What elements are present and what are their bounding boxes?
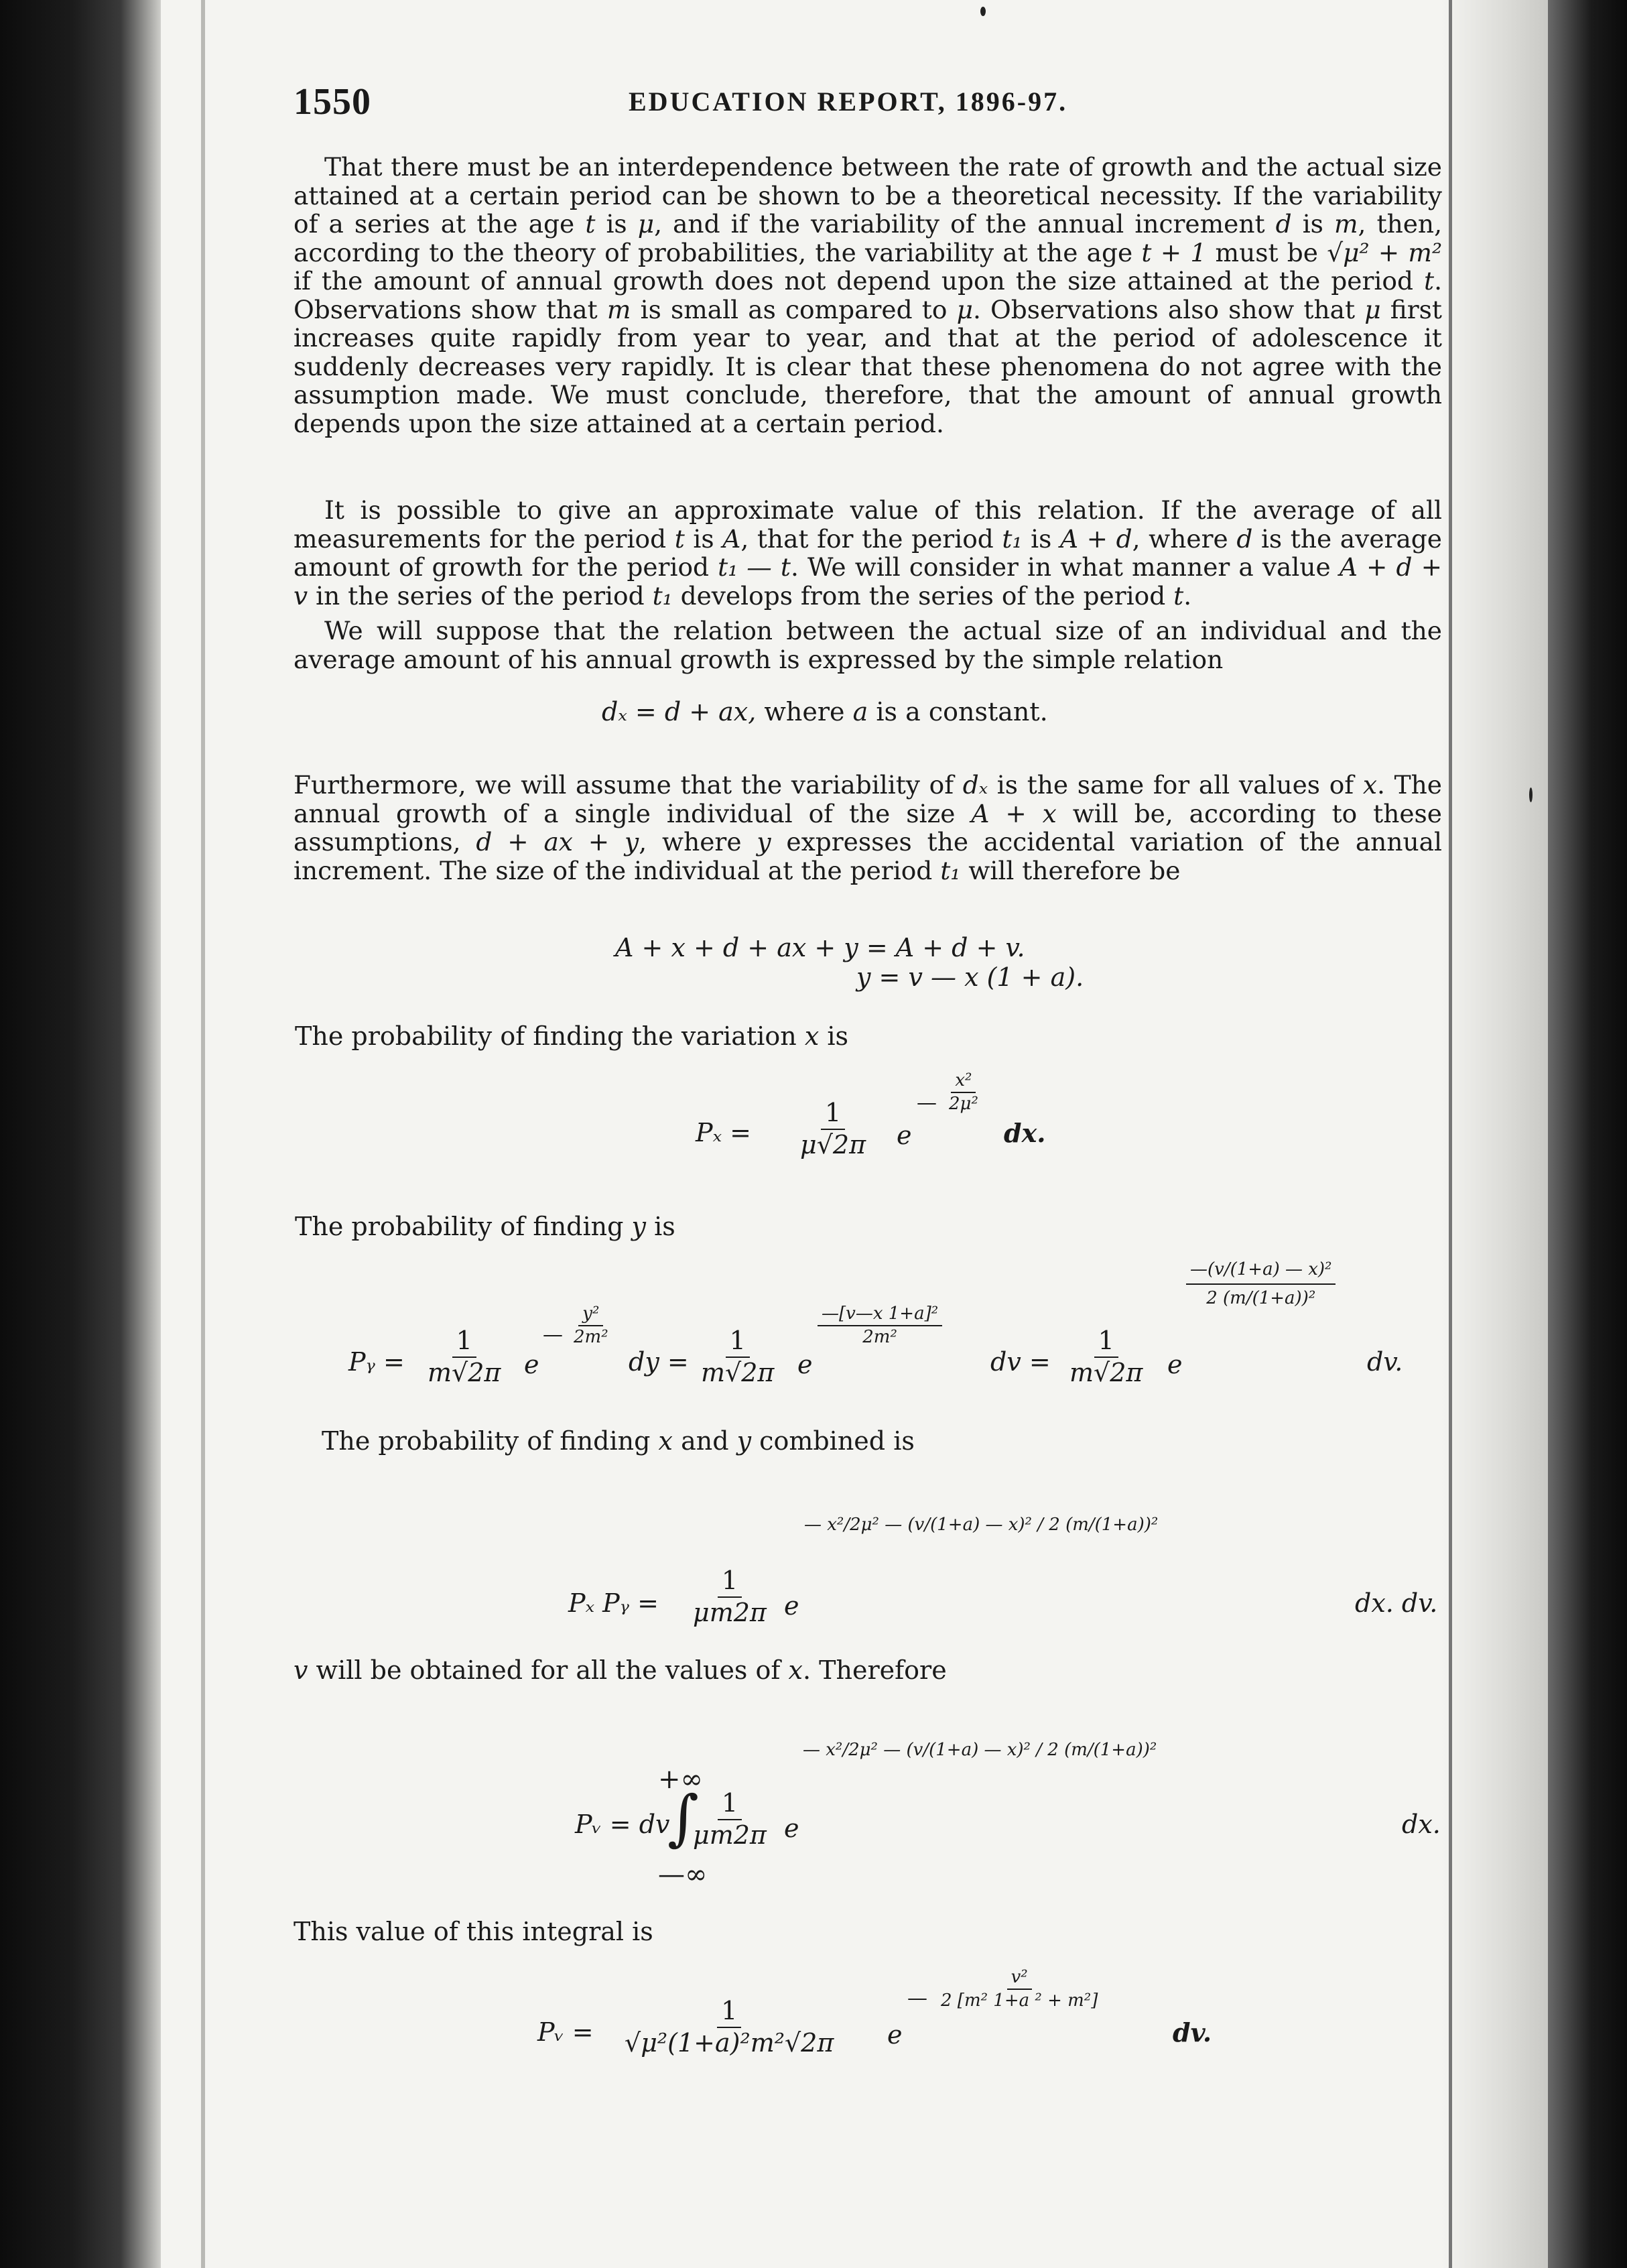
label-probability-x: The probability of finding the variation x is [295,1021,848,1051]
equation-integral-v: Pᵥ = dv +∞ ∫ —∞ $\frac{1}{\mu m2\pi}$ e — x²/2μ² — (v/(1+a) — x)² / 2 (m/(1+a))² dx. [575,1740,1441,1890]
label-v-obtained: v will be obtained for all the values of x. Therefore [294,1655,947,1685]
document-page: 1550 EDUCATION REPORT, 1896-97. That there must be an interdependence between the rate of growth and the actual size attained at a certain period can be shown to be a theoretical necessity. If the variability of a series at the age t is μ, and if the variability of the annual increment d is m, then, according to the theory of probabilities, the variability at the age t + 1 must be √μ² + m² if the amount of annual growth does not depend upon the size attained at the period t. Observations show that m is small as compared to μ. Observations also show that μ first increases quite rapidly from year to year, and that at the period of adolescence it suddenly decreases very rapidly. It is clear that these phenomena do not agree with the assumption made. We must conclude, therefore, that the amount of annual growth depends upon the size attained at a certain period. It is possible to give an approximate value of this relation. If the average of all measurements for the period t is A, that for the period t₁ is A + d, where d is the average amount of growth for the period t₁ — t. We will consider in what manner a value A + d + v in the series of the period t₁ develops from the series of the period t. We will suppose that the relation between the actual size of an individual and the average amount of his annual growth is expressed by the simple relation dₓ = d + ax, where a is a constant. Furthermore, we will assume that the variability of dₓ is the same for all values of x. The annual growth of a single individual of the size A + x will be, according to these assumptions, d + ax + y, where y expresses the accidental variation of the annual increment. The size of the individual at the period t₁ will therefore be A + x + d + ax + y = A + d + v. y = v — x (1 + a). The probability of finding the variation x is Pₓ = $\frac{1}{\mu√2\pi}$ e — $\frac{\text{x²}}{\text{2μ²}}$ dx. The probability of finding y is Pᵧ = $\frac{1}{m√2\pi}$ e — $\frac{\text{y²}}{\text{2m²}}$ dy = $\frac{1}{m√2\pi}$ e $\frac{\text{—[v—x 1+a]²}}{\text{2m²}}$ dv = $\frac{1}{m√2\pi}$ e $\frac{\text{—(v/(1+a) — x)²}}{\text{2 (m/(1+a))²}}$ dv. The probability of finding x and y combined is Pₓ Pᵧ = $\frac{1}{\mu m2\pi}$ e — x²/2μ² — (v/(1+a) — x)² / 2 (m/(1+a))² dx. dv. v will be obtained for all the values of x. Therefore Pᵥ = dv +∞ ∫ —∞ $\frac{1}{\mu m2\pi}$ e — x²/2μ² — (v/(1+a) — x)² / 2 (m/(1+a))² dx. This value of this integral is Pᵥ = $\frac{1}{\text{√μ²(1+a)²m²√2π}}$ e — $\frac{\text{v²}}{\text{2 [m² 1+a ² + m²]}}$ dv. [294,0,1446,2268]
equation-size-line2: y = v — x (1 + a). [856,962,1084,992]
scan-left-margin [0,0,161,2268]
paragraph-interdependence: That there must be an interdependence between the rate of growth and the actual size attained at a certain period can be shown to be a theoretical necessity. If the variability of a series at the age t is μ, and if the variability of the annual increment d is m, then, according to the theory of probabilities, the variability at the age t + 1 must be √μ² + m² if the amount of annual growth does not depend upon the size attained at the period t. Observations show that m is small as compared to μ. Observations also show that μ first increases quite rapidly from year to year, and that at the period of adolescence it suddenly decreases very rapidly. It is clear that these phenomena do not agree with the assumption made. We must conclude, therefore, that the amount of annual growth depends upon the size attained at a certain period. [294,152,1443,438]
label-probability-y: The probability of finding y is [295,1212,675,1241]
paragraph-approximate-value: It is possible to give an approximate value of this relation. If the average of all measurements for the period t is A, that for the period t₁ is A + d, where d is the average amount of growth for the period t₁ — t. We will consider in what manner a value A + d + v in the series of the period t₁ develops from the series of the period t. [294,495,1443,611]
scan-speck [1529,788,1533,802]
label-integral-value: This value of this integral is [294,1917,653,1946]
running-head: EDUCATION REPORT, 1896-97. [629,86,1068,117]
equation-growth-relation: dₓ = d + ax, where a is a constant. [602,697,1048,727]
scan-right-margin [1548,0,1627,2268]
scan-right-shade [1441,0,1548,2268]
equation-final-v: Pᵥ = $\frac{1}{\text{√μ²(1+a)²m²√2π}}$ e — $\frac{\text{v²}}{\text{2 [m² 1+a ² + m²]}}$ dv. [537,1967,1212,2058]
paragraph-variability-assumption: Furthermore, we will assume that the variability of dₓ is the same for all values of x. The annual growth of a single individual of the size A + x will be, according to these assumptions, d + ax + y, where y expresses the accidental variation of the annual increment. The size of the individual at the period t₁ will therefore be [294,770,1442,885]
equation-size-line1: A + x + d + ax + y = A + d + v. [615,933,1025,962]
scan-right-line [1449,0,1452,2268]
scan-left-line [201,0,205,2268]
label-probability-xy: The probability of finding x and y combined is [322,1426,915,1456]
equation-probability-y: Pᵧ = $\frac{1}{m√2\pi}$ e — $\frac{\text{y²}}{\text{2m²}}$ dy = $\frac{1}{m√2\pi}$ e $\frac{\text{—[v—x 1+a]²}}{\text{2m²}}$ dv = $\frac{1}{m√2\pi}$ e $\frac{\text{—(v/(1+a) — x)²}}{\text{2 (m/(1+a))²}}$ dv. [348,1259,1403,1387]
paragraph-suppose-relation: We will suppose that the relation between the actual size of an individual and the average amount of his annual growth is expressed by the simple relation [294,616,1442,674]
equation-probability-xy: Pₓ Pᵧ = $\frac{1}{\mu m2\pi}$ e — x²/2μ² — (v/(1+a) — x)² / 2 (m/(1+a))² dx. dv. [568,1515,1438,1627]
page-header [294,80,1446,134]
page-number: 1550 [294,81,371,123]
